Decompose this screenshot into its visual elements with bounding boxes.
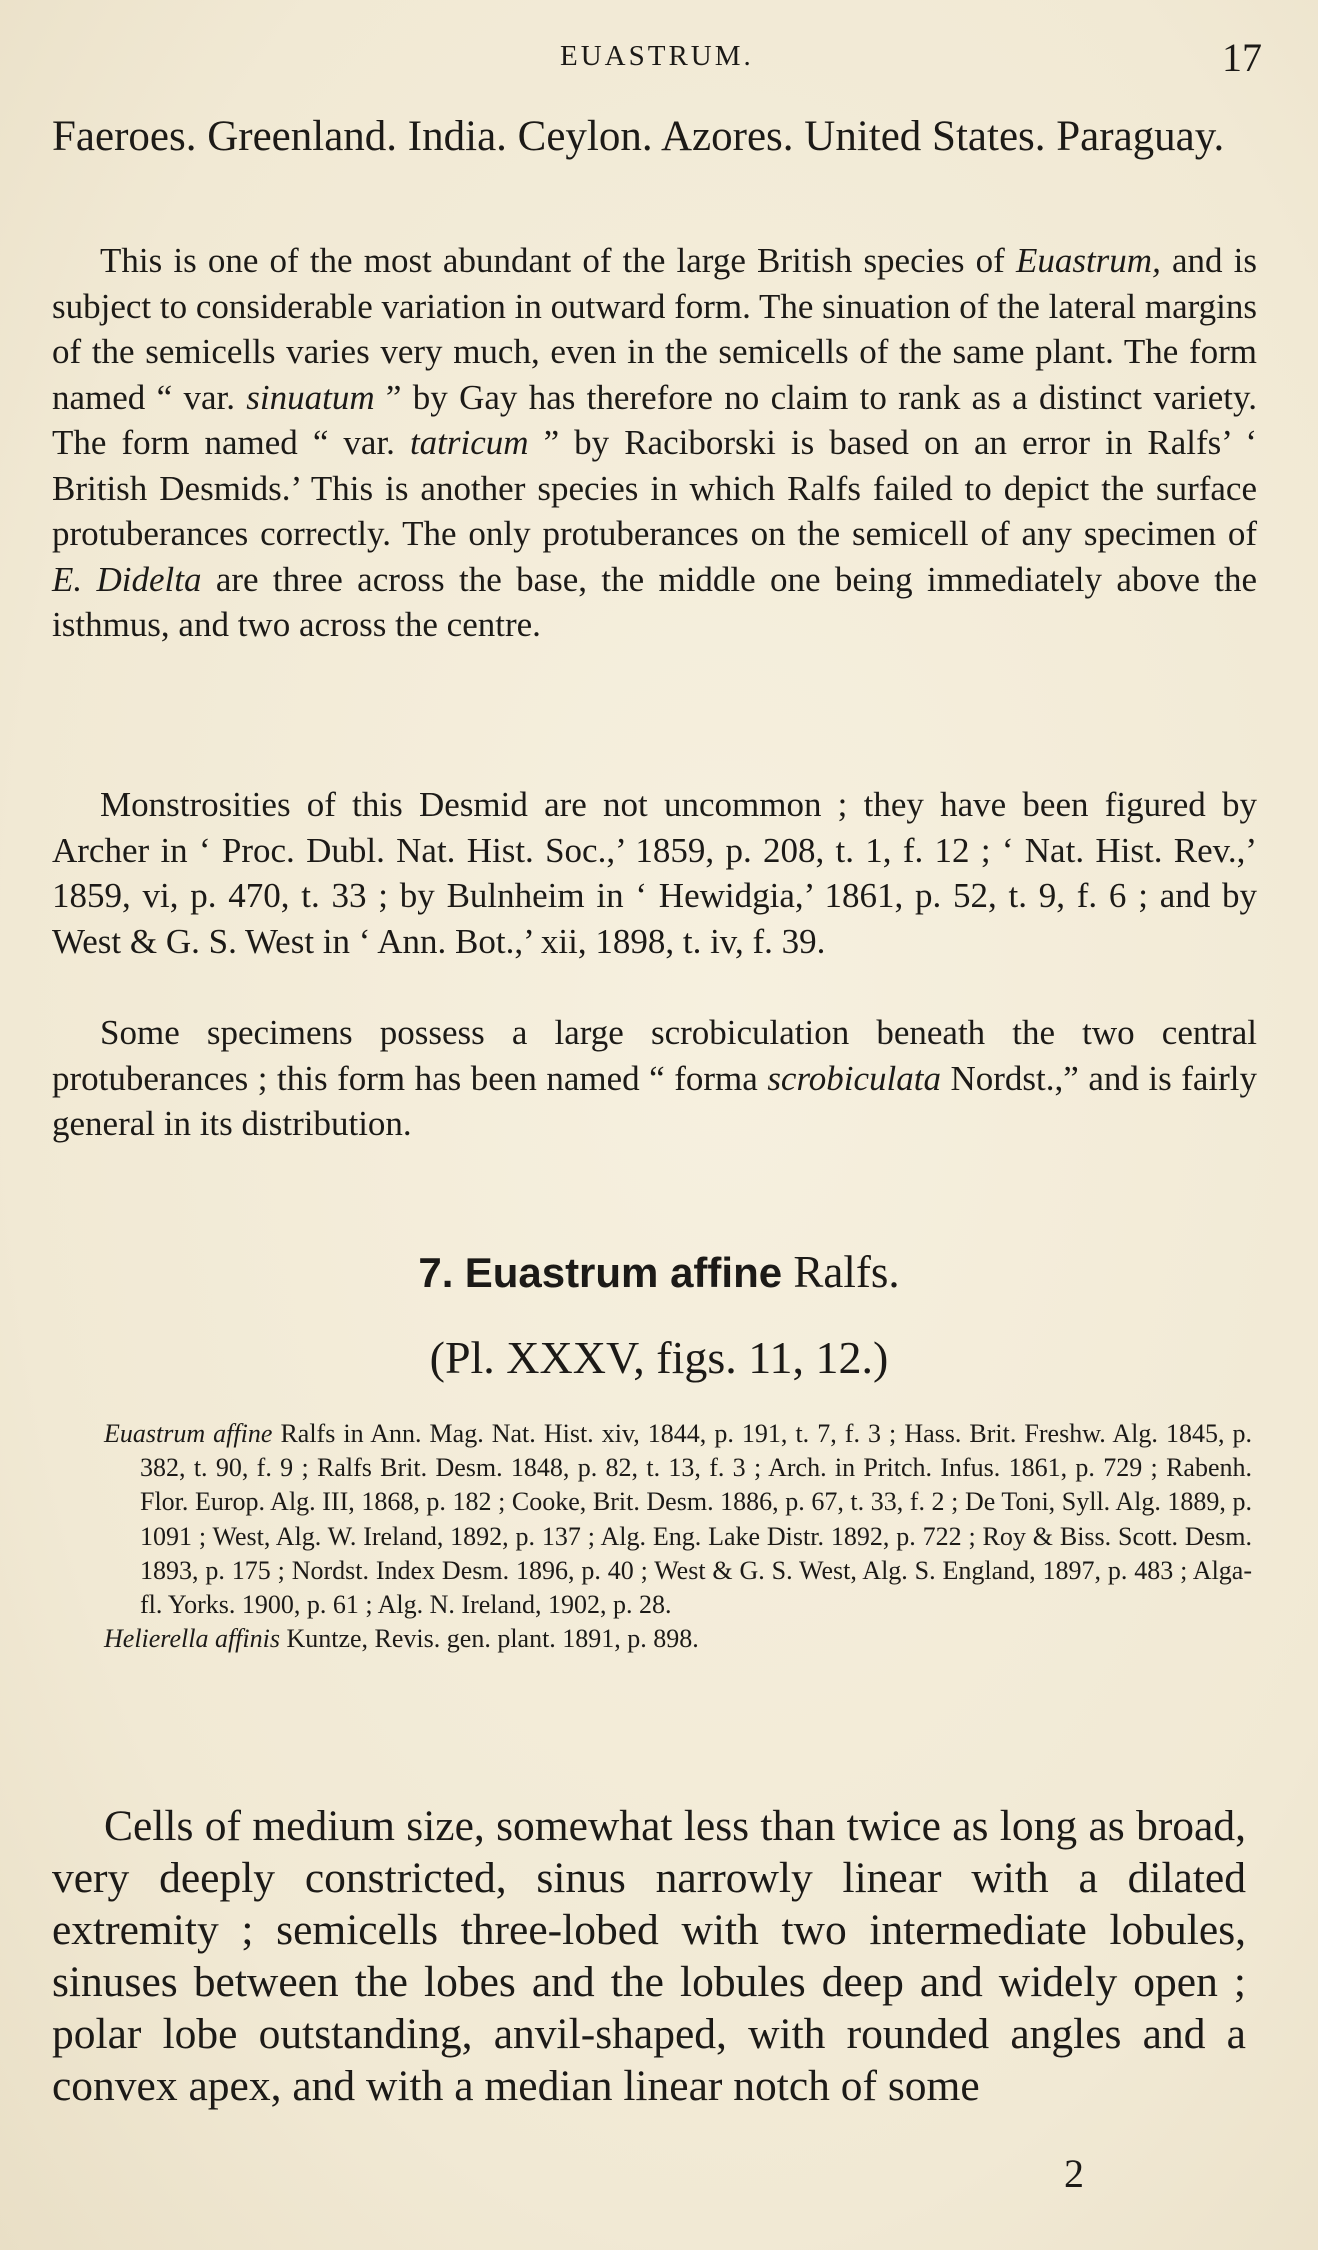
- text-run: ” by Raciborski is based on an error in Ralfs’ ‘ British Desmids.’ This is another species in which Ralfs failed to depict the surface protuberances correctly. The only protuberances on the semicell of any specimen of: [52, 423, 1257, 553]
- distribution-text: [52, 112, 1257, 162]
- text-run: ” by Gay has therefore no claim to rank as a distinct variety. The form named “ var.: [52, 377, 1257, 462]
- synonymy-entry: [104, 1417, 1252, 1622]
- synonymy-entry: [104, 1622, 1252, 1656]
- italic-forma: scrobiculata: [767, 1058, 941, 1098]
- species-description: [52, 1800, 1246, 2112]
- species-number: 7.: [418, 1249, 454, 1296]
- species-name: Euastrum affine: [464, 1249, 783, 1296]
- synonymy-block: [104, 1417, 1252, 1656]
- italic-variety: sinuatum: [246, 377, 375, 417]
- discussion-paragraph-3: [52, 1010, 1257, 1147]
- text-run: are three across the base, the middle one being immediately above the isthmus, and two across the centre.: [52, 559, 1257, 644]
- species-authority: Ralfs.: [793, 1247, 900, 1297]
- text-run: and is subject to considerable variation in outward form. The sinuation of the lateral margins of the semicells varies very much, even in the semicells of the same plant. The form named “ var.: [52, 241, 1257, 417]
- italic-variety: tatricum: [409, 423, 529, 462]
- description-text: Cells of medium size, somewhat less than twice as long as broad, very deeply constricted, sinus narrowly linear with a dilated extremity ; semicells three-lobed with two intermediate lobules, sinuses between the lobes and the lobules deep and widely open ; polar lobe outstanding, anvil-shaped, with rounded angles and a convex apex, and with a median linear notch of some: [52, 1802, 1246, 2110]
- running-head: [0, 34, 1318, 80]
- text-run: Nordst.,” and is fairly general in its distribution.: [52, 1058, 1258, 1143]
- discussion-paragraph-1: [52, 238, 1257, 648]
- synonym-name: Helierella affinis: [104, 1624, 280, 1654]
- synonym-name: Euastrum affine: [104, 1419, 273, 1448]
- page-number: 17: [1222, 35, 1262, 80]
- signature-mark: 2: [1064, 2151, 1084, 2196]
- synonym-citations: Kuntze, Revis. gen. plant. 1891, p. 898.: [279, 1624, 699, 1654]
- distribution-localities: Faeroes. Greenland. India. Ceylon. Azores. United States. Paraguay.: [52, 113, 1225, 160]
- text-run: Monstrosities of this Desmid are not uncommon ; they have been figured by Archer in ‘ Proc. Dubl. Nat. Hist. Soc.,’ 1859, p. 208, t. 1, f. 12 ; ‘ Nat. Hist. Rev.,’ 1859, vi, p. 470, t. 33 ; by Bulnheim in ‘ Hewidgia,’ 1861, p. 52, t. 9, f. 6 ; and by West & G. S. West in ‘ Ann. Bot.,’ xii, 1898, t. iv, f. 39.: [52, 785, 1257, 961]
- plate-reference: (Pl. XXXV, figs. 11, 12.): [429, 1332, 889, 1383]
- synonym-citations: Ralfs in Ann. Mag. Nat. Hist. xiv, 1844, p. 191, t. 7, f. 3 ; Hass. Brit. Freshw. Alg. 1845, p. 382, t. 90, f. 9 ; Ralfs Brit. Desm. 1848, p. 82, t. 13, f. 3 ; Arch. in Pritch. Infus. 1861, p. 729 ; Rabenh. Flor. Europ. Alg. III, 1868, p. 182 ; Cooke, Brit. Desm. 1886, p. 67, t. 33, f. 2 ; De Toni, Syll. Alg. 1889, p. 1091 ; West, Alg. W. Ireland, 1892, p. 137 ; Alg. Eng. Lake Distr. 1892, p. 722 ; Roy & Biss. Scott. Desm. 1893, p. 175 ; Nordst. Index Desm. 1896, p. 40 ; West & G. S. West, Alg. S. England, 1897, p. 483 ; Alga-fl. Yorks. 1900, p. 61 ; Alg. N. Ireland, 1902, p. 28.: [140, 1419, 1252, 1620]
- text-run: This is one of the most abundant of the large British species of: [100, 241, 1016, 280]
- running-title: EUASTRUM.: [560, 40, 754, 72]
- italic-species: E. Didelta: [52, 559, 202, 599]
- discussion-paragraph-2: [52, 782, 1257, 964]
- text-run: Some specimens possess a large scrobiculation beneath the two central protuberances ; this form has been named “ forma: [52, 1013, 1257, 1098]
- species-heading: [0, 1245, 1318, 1300]
- italic-genus: Euastrum,: [1015, 241, 1161, 280]
